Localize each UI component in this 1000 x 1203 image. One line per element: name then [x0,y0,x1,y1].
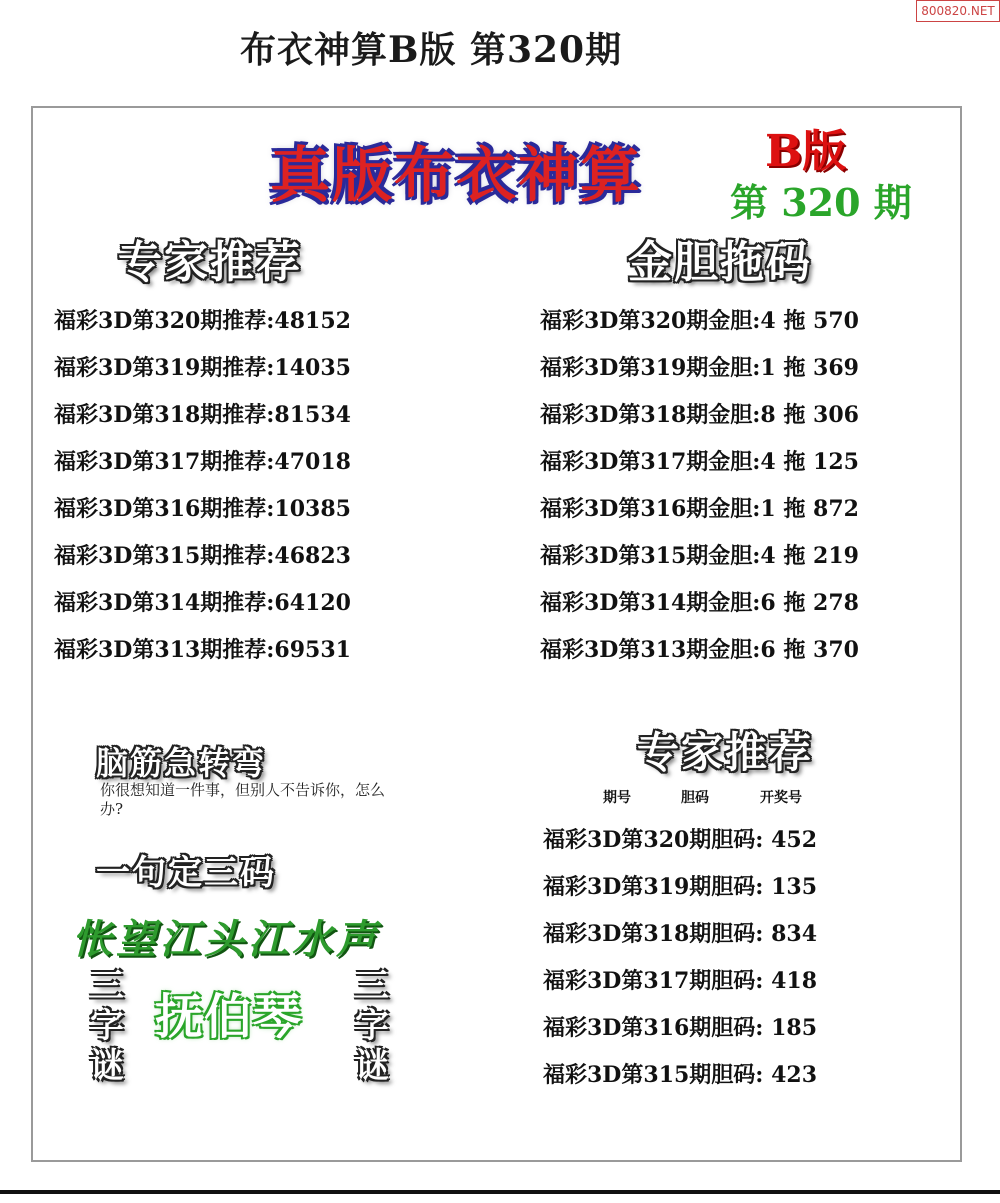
list-item: 福彩3D第318期胆码: 834 [543,921,818,947]
column-header-issue: 期号 [603,790,631,806]
expert-dan-list [543,825,817,1107]
list-item: 福彩3D第320期金胆:4 拖 570 [540,308,859,334]
list-item: 福彩3D第318期金胆:8 拖 306 [540,402,859,428]
column-header-draw: 开奖号 [760,790,802,806]
list-item: 福彩3D第320期推荐:48152 [54,308,351,334]
site-watermark: 800820.NET [916,0,1000,22]
poem-line: 怅望江头江水声 [72,917,380,963]
banner-issue: 第 320 期 [730,180,912,225]
list-item: 福彩3D第316期金胆:1 拖 872 [540,496,859,522]
list-item: 福彩3D第316期胆码: 185 [543,1015,818,1041]
list-item: 福彩3D第313期推荐:69531 [54,637,351,663]
bottom-divider [0,1190,1000,1194]
list-item: 福彩3D第317期推荐:47018 [54,449,351,475]
expert-dan-heading: 专家推荐 [637,728,814,777]
riddle-label-right: 三字谜 [355,966,389,1086]
list-item: 福彩3D第315期推荐:46823 [54,543,351,569]
riddle-answer: 抚伯琴 [155,989,303,1045]
list-item: 福彩3D第318期推荐:81534 [54,402,351,428]
riddle-heading: 脑筋急转弯 [96,744,267,782]
list-item: 福彩3D第315期金胆:4 拖 219 [540,543,859,569]
column-header-dan: 胆码 [681,790,709,806]
expert-list [54,306,351,682]
riddle-label-left: 三字谜 [90,966,124,1086]
sentence-heading: 一句定三码 [96,853,276,893]
list-item: 福彩3D第313期金胆:6 拖 370 [540,637,859,663]
list-item: 福彩3D第320期胆码: 452 [543,827,818,853]
expert-heading: 专家推荐 [118,237,302,288]
list-item: 福彩3D第317期金胆:4 拖 125 [540,449,859,475]
list-item: 福彩3D第314期金胆:6 拖 278 [540,590,859,616]
gold-list [540,306,859,682]
riddle-question: 你很想知道一件事，但别人不告诉你，怎么办? [100,781,386,818]
banner-main-title: 真版布衣神算 [270,141,642,211]
list-item: 福彩3D第316期推荐:10385 [54,496,351,522]
banner-edition: B版 [765,126,847,177]
page-title: 布衣神算B版 第320期 [240,29,623,71]
list-item: 福彩3D第319期金胆:1 拖 369 [540,355,859,381]
list-item: 福彩3D第317期胆码: 418 [543,968,818,994]
list-item: 福彩3D第315期胆码: 423 [543,1062,818,1088]
list-item: 福彩3D第319期胆码: 135 [543,874,818,900]
gold-heading: 金胆拖码 [628,237,812,288]
list-item: 福彩3D第319期推荐:14035 [54,355,351,381]
list-item: 福彩3D第314期推荐:64120 [54,590,351,616]
